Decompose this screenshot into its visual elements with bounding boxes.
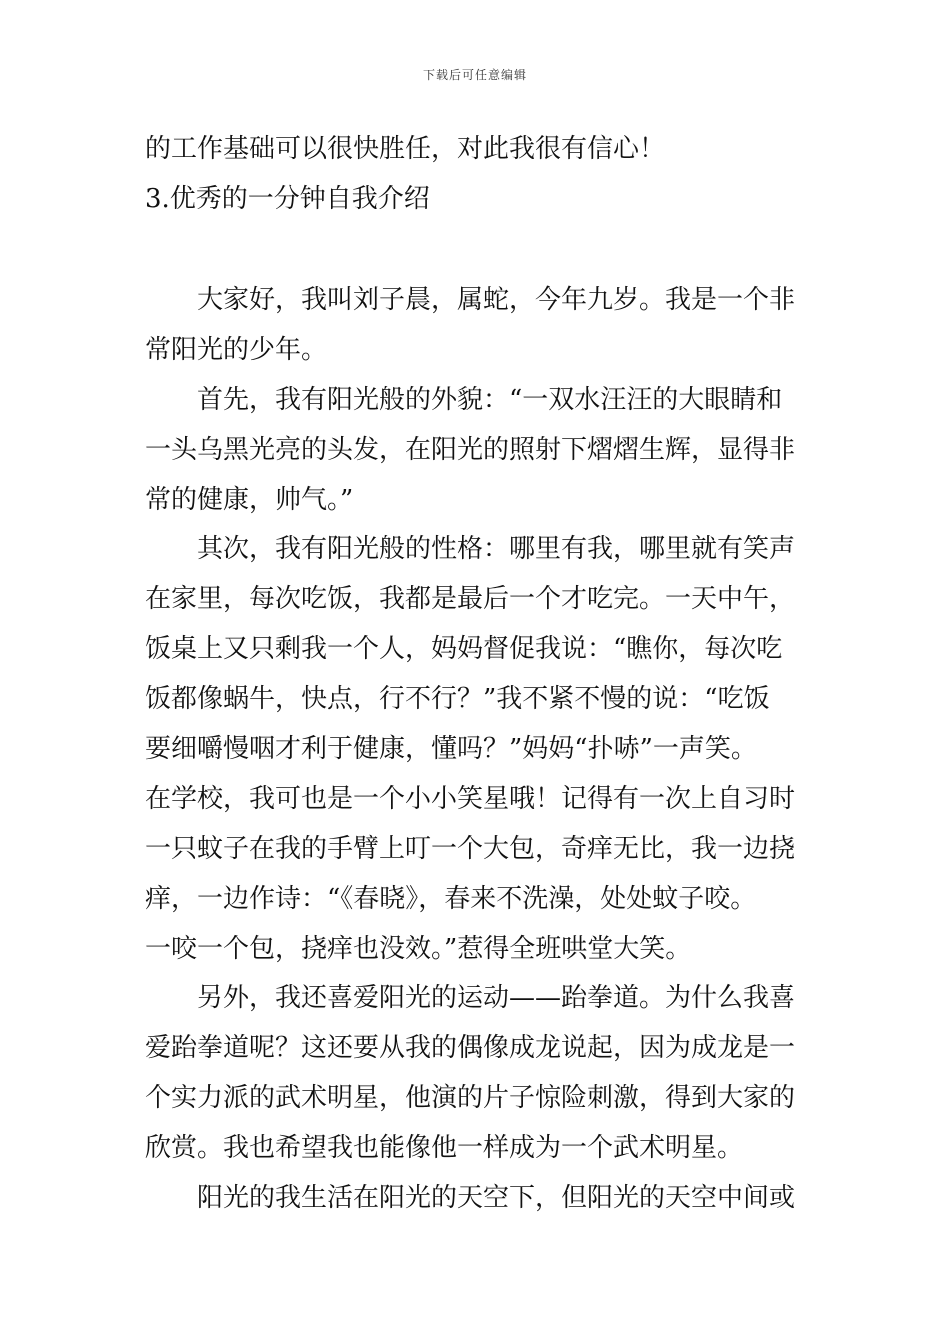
paragraph-line: 饭桌上又只剩我一个人，妈妈督促我说：“瞧你，每次吃: [145, 634, 783, 664]
paragraph-line: 常的健康，帅气。”: [145, 485, 354, 515]
paragraph-line: 另外，我还喜爱阳光的运动——跆拳道。为什么我喜: [197, 983, 796, 1013]
paragraph-line: 痒，一边作诗：“《春晓》，春来不洗澡，处处蚊子咬。: [145, 884, 757, 914]
paragraph-line: 一只蚊子在我的手臂上叮一个大包，奇痒无比，我一边挠: [145, 834, 796, 864]
paragraph-line: 爱跆拳道呢？这还要从我的偶像成龙说起，因为成龙是一: [145, 1033, 796, 1063]
text-line: 的工作基础可以很快胜任，对此我很有信心！: [145, 134, 666, 164]
section-heading: 3.优秀的一分钟自我介绍: [145, 184, 430, 214]
paragraph-line: 在学校，我可也是一个小小笑星哦！记得有一次上自习时: [145, 784, 796, 814]
paragraph-line: 大家好，我叫刘子晨，属蛇，今年九岁。我是一个非: [197, 285, 796, 315]
paragraph-line: 首先，我有阳光般的外貌：“一双水汪汪的大眼睛和: [197, 385, 783, 415]
paragraph-line: 其次，我有阳光般的性格：哪里有我，哪里就有笑声: [197, 534, 796, 564]
paragraph-line: 饭都像蜗牛，快点，行不行？”我不紧不慢的说：“吃饭: [145, 684, 770, 714]
paragraph-line: 欣赏。我也希望我也能像他一样成为一个武术明星。: [145, 1133, 744, 1163]
paragraph-line: 在家里，每次吃饭，我都是最后一个才吃完。一天中午，: [145, 584, 796, 614]
paragraph-line: 一头乌黑光亮的头发，在阳光的照射下熠熠生辉，显得非: [145, 435, 796, 465]
paragraph-line: 一咬一个包，挠痒也没效。”惹得全班哄堂大笑。: [145, 934, 692, 964]
paragraph-line: 阳光的我生活在阳光的天空下，但阳光的天空中间或: [197, 1183, 796, 1213]
header-note: 下载后可任意编辑: [422, 68, 527, 82]
paragraph-line: 个实力派的武术明星，他演的片子惊险刺激，得到大家的: [145, 1083, 796, 1113]
paragraph-line: 常阳光的少年。: [145, 335, 328, 365]
paragraph-line: 要细嚼慢咽才利于健康，懂吗？”妈妈“扑哧”一声笑。: [145, 734, 757, 764]
